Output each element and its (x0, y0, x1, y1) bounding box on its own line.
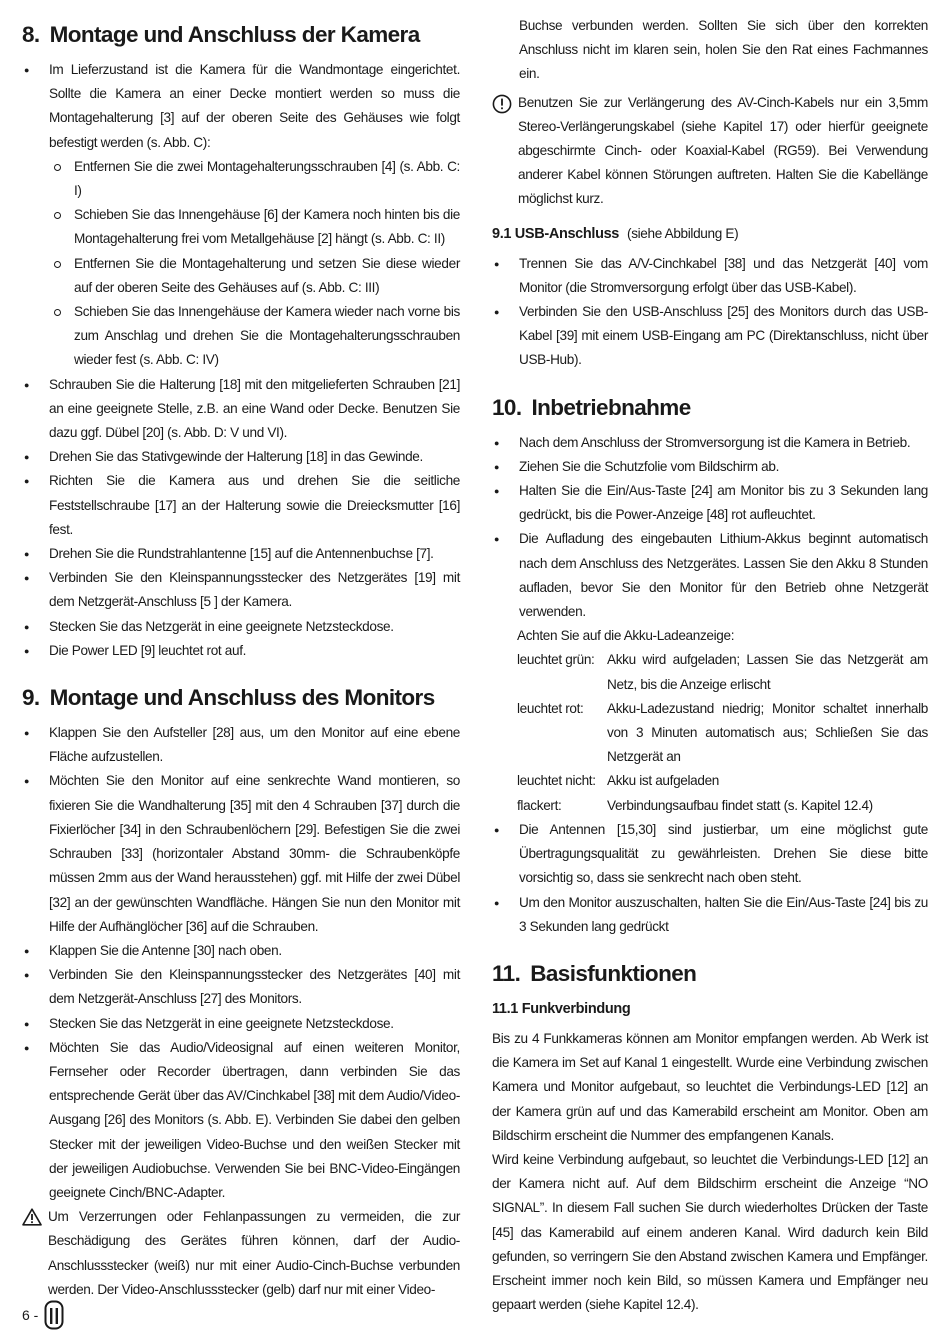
status-key: leuchtet grün: (517, 652, 595, 668)
list-item: ● Möchten Sie den Monitor auf eine senkrechte Wand montieren, so fixieren Sie die Wandhalterung [35] mit den 4 Schrauben [37] durch die Fixierlöcher [34] in den Schraubenlöchern [29]. Befestigen Sie die zwei Schrauben [33] (horizontaler Abstand 30mm- die Schraubenköpfe müssen 2mm aus der Wand herausstehen) ggf. mit Hilfe der zwei Dübel [32] an der gewünschten Wandfläche. Hängen Sie nun den Monitor mit Hilfe der Aufhänglöcher [36] auf die Schrauben. (22, 769, 460, 938)
sub-list-item: Schieben Sie das Innengehäuse [6] der Kamera noch hinten bis die Montagehalterung frei vom Metallgehäuse [2] hängt (s. Abb. C: II) (49, 203, 460, 251)
status-key: leuchtet nicht: (517, 773, 596, 789)
list-item: ● Richten Sie die Kamera aus und drehen Sie die seitliche Feststellschraube [17] an der Halterung sowie die Dreiecksmutter [16] fest. (22, 469, 460, 542)
section-11-number: 11. (492, 960, 521, 986)
warning-text: Um Verzerrungen oder Fehlanpassungen zu vermeiden, die zur Beschädigung des Gerätes führen können, darf der Audio-Anschlussstecker (weiß) nur mit einer Audio-Cinch-Buchse verbunden werden. Der Video-Anschlussstecker (gelb) darf nur mit einer Video- (48, 1209, 460, 1297)
status-value: Akku ist aufgeladen (607, 773, 719, 789)
status-key: flackert: (517, 797, 562, 813)
section-9-1-title: 9.1 USB-Anschluss (492, 225, 620, 242)
status-row (517, 648, 928, 696)
warning-text-continued: Buchse verbunden werden. Sollten Sie sich über den korrekten Anschluss nicht im klaren sein, holen Sie den Rat eines Fachmannes ein. (519, 18, 928, 82)
list-item: ● Ziehen Sie die Schutzfolie vom Bildschirm ab. (492, 455, 928, 479)
section-11-1-paragraph-1: Bis zu 4 Funkkameras können am Monitor empfangen werden. Ab Werk ist die Kamera im Set auf Kanal 1 eingestellt. Wurde eine Verbindung zwischen Kamera und Monitor aufgebaut, so leuchtet die Verbindungs-LED [12] an der Kamera grün auf und das Kamerabild erscheint am Monitor. Oben am Bildschirm erscheint die Nummer des empfangenen Kanals. (492, 1030, 928, 1143)
warning-triangle-icon (22, 1208, 42, 1226)
status-row (517, 769, 928, 793)
list-item: ● Klappen Sie den Aufsteller [28] aus, um den Monitor auf eine ebene Fläche aufzustellen. (22, 721, 460, 769)
list-item: ● Um den Monitor auszuschalten, halten Sie die Ein/Aus-Taste [24] bis zu 3 Sekunden lang gedrückt (492, 891, 928, 939)
sub-list-item: Entfernen Sie die Montagehalterung und setzen Sie diese wieder auf der oberen Seite des Gehäuses auf (s. Abb. C: III) (49, 252, 460, 300)
status-value: Verbindungsaufbau findet statt (s. Kapitel 12.4) (607, 797, 873, 813)
brand-logo-icon (44, 1300, 64, 1330)
section-8-sublist (49, 155, 460, 373)
section-8-bullet-1: ● Im Lieferzustand ist die Kamera für die Wandmontage eingerichtet. Sollte die Kamera an einer Decke montiert werden so muss die Montagehalterung [3] auf der oberen Seite des Gehäuses wie folgt befestigt werden (s. Abb. C): (49, 62, 460, 150)
section-10-number: 10. (492, 394, 522, 420)
warning-notice (22, 1205, 460, 1302)
info-text: Benutzen Sie zur Verlängerung des AV-Cinch-Kabels nur ein 3,5mm Stereo-Verlängerungskabel (siehe Kapitel 17) oder hierfür geeignete abgeschirmte Cinch- oder Koaxial-Kabel (RG59). Bei Verwendung anderer Kabel können Störungen auftreten. Halten Sie die Kabellänge möglichst kurz. (518, 94, 928, 207)
status-key: leuchtet rot: (517, 700, 584, 716)
list-item: ● Nach dem Anschluss der Stromversorgung ist die Kamera in Betrieb. (492, 431, 928, 455)
page-number: 6 - (22, 1307, 39, 1323)
right-column (492, 14, 928, 1317)
list-item: ● Möchten Sie das Audio/Videosignal auf einen weiteren Monitor, Fernseher oder Recorder übertragen, dann verbinden Sie das entsprechende Gerät über das AV/Cinchkabel [38] mit dem Audio/Video-Ausgang [26] des Monitors (s. Abb. E). Verbinden Sie dabei den gelben Stecker mit der jeweiligen Video-Buchse und den weißen Stecker mit der jeweiligen Audiobuchse. Verwenden Sie bei BNC-Video-Eingängen geeignete Cinch/BNC-Adapter. (22, 1036, 460, 1205)
status-value: Akku wird aufgeladen; Lassen Sie das Netzgerät am Netz, bis die Anzeige erlischt (607, 652, 928, 692)
list-item: ● Halten Sie die Ein/Aus-Taste [24] am Monitor bis zu 3 Sekunden lang gedrückt, bis die Power-Anzeige [48] rot aufleuchtet. (492, 479, 928, 527)
section-9-1-note: (siehe Abbildung E) (627, 225, 739, 241)
section-9-list (22, 721, 460, 1205)
status-row (517, 697, 928, 770)
section-10-list (492, 431, 928, 625)
section-10-list-2 (492, 818, 928, 939)
status-value: Akku-Ladezustand niedrig; Monitor schaltet innerhalb von 3 Minuten automatisch aus; Schließen Sie das Netzgerät an (607, 700, 928, 765)
page-footer (22, 1300, 64, 1330)
list-item: ● Drehen Sie das Stativgewinde der Halterung [18] in das Gewinde. (22, 445, 460, 469)
section-9-1-heading (492, 222, 928, 246)
list-item: ● Klappen Sie die Antenne [30] nach oben. (22, 939, 460, 963)
section-11-1-heading: 11.1 Funkverbindung (492, 1000, 631, 1017)
list-item: ● Verbinden Sie den Kleinspannungsstecker des Netzgerätes [40] mit dem Netzgerät-Anschluss [27] des Monitors. (22, 963, 460, 1011)
info-notice (492, 91, 928, 212)
list-item: ● Schrauben Sie die Halterung [18] mit den mitgelieferten Schrauben [21] an eine geeignete Stelle, z.B. an eine Wand oder Decke. Benutzen Sie dazu ggf. Dübel [20] (s. Abb. D: V und VI). (22, 373, 460, 446)
section-9-title: Montage und Anschluss des Monitors (49, 685, 435, 711)
info-circle-icon (492, 94, 512, 114)
list-item: ● Die Aufladung des eingebauten Lithium-Akkus beginnt automatisch nach dem Anschluss des Netzgerätes. Lassen Sie den Akku 8 Stunden aufladen, bevor Sie den Monitor für den Betrieb ohne Netzgerät verwenden. (492, 527, 928, 624)
section-9-1-list (492, 252, 928, 373)
section-8-list (22, 58, 460, 663)
list-item: ● Verbinden Sie den USB-Anschluss [25] des Monitors durch das USB-Kabel [39] mit einem USB-Eingang am PC (Direktanschluss, nicht über USB-Hub). (492, 300, 928, 373)
list-item: ● Drehen Sie die Rundstrahlantenne [15] auf die Antennenbuchse [7]. (22, 542, 460, 566)
section-9-heading (22, 683, 460, 713)
section-8-number: 8. (22, 22, 40, 47)
list-item: ● Die Power LED [9] leuchtet rot auf. (22, 639, 460, 663)
list-item: ● Trennen Sie das A/V-Cinchkabel [38] und das Netzgerät [40] vom Monitor (die Stromversorgung erfolgt über das USB-Kabel). (492, 252, 928, 300)
status-row (517, 794, 928, 818)
status-intro: Achten Sie auf die Akku-Ladeanzeige: (517, 628, 735, 644)
battery-status-table (517, 624, 928, 818)
sub-list-item: Schieben Sie das Innengehäuse der Kamera wieder nach vorne bis zum Anschlag und drehen Sie die Montagehalterungsschrauben wieder fest (s. Abb. C: IV) (49, 300, 460, 373)
section-10-title: Inbetriebnahme (531, 394, 691, 420)
list-item: ● Stecken Sie das Netzgerät in eine geeignete Netzsteckdose. (22, 1012, 460, 1036)
section-8-heading (22, 20, 460, 50)
section-11-1-paragraph-2: Wird keine Verbindung aufgebaut, so leuchtet die Verbindungs-LED [12] an der Kamera nicht auf. Auf dem Bildschirm erscheint die Anzeige “NO SIGNAL”. In diesem Fall suchen Sie durch wiederholtes Drücken der Taste [45] das Kamerabild auf einem anderen Kanal. Wird dadurch kein Bild gefunden, so verringern Sie den Abstand zwischen Kamera und Empfänger. Erscheint immer noch kein Bild, so müssen Kamera und Empfänger neu gepaart werden (siehe Kapitel 12.4). (492, 1151, 928, 1313)
section-9-number: 9. (22, 685, 40, 711)
list-item: ● Verbinden Sie den Kleinspannungsstecker des Netzgerätes [19] mit dem Netzgerät-Anschluss [5 ] der Kamera. (22, 566, 460, 614)
section-11-title: Basisfunktionen (530, 960, 697, 986)
section-11-heading (492, 959, 928, 989)
list-item (22, 58, 460, 373)
section-8-title: Montage und Anschluss der Kamera (49, 22, 420, 47)
left-column (22, 14, 460, 1302)
section-10-heading (492, 393, 928, 423)
list-item: ● Die Antennen [15,30] sind justierbar, um eine möglichst gute Übertragungsqualität zu gewährleisten. Drehen Sie diese bitte vorsichtig so, dass sie senkrecht nach oben steht. (492, 818, 928, 891)
list-item: ● Stecken Sie das Netzgerät in eine geeignete Netzsteckdose. (22, 615, 460, 639)
sub-list-item: Entfernen Sie die zwei Montagehalterungsschrauben [4] (s. Abb. C: I) (49, 155, 460, 203)
